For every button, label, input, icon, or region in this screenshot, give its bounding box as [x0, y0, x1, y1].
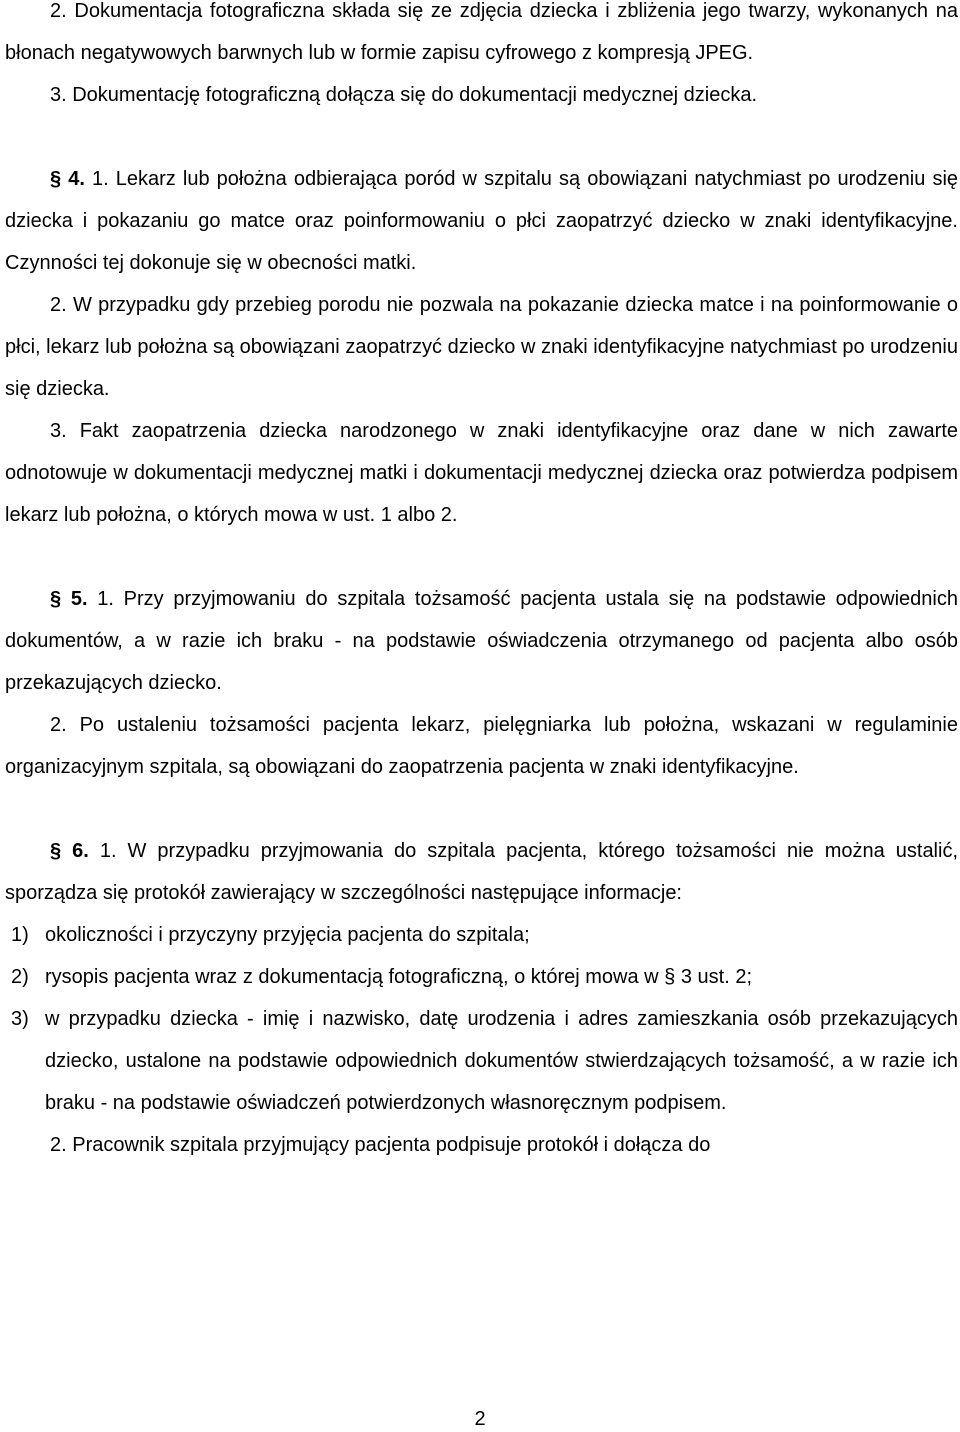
list-item [5, 956, 958, 998]
section-4-para-3: 3. Fakt zaopatrzenia dziecka narodzonego w znaki identyfikacyjne oraz dane w nich zawarte odnotowuje w dokumentacji medycznej matki i dokumentacji medycznej dziecka oraz potwierdza podpisem lekarz lub położna, o których mowa w ust. 1 albo 2. [5, 420, 958, 526]
paragraph-3-2: 2. Dokumentacja fotograficzna składa się ze zdjęcia dziecka i zbliżenia jego twarzy, wykonanych na błonach negatywowych barwnych lub w formie zapisu cyfrowego z kompresją JPEG. [5, 0, 958, 64]
section-6-para-2: 2. Pracownik szpitala przyjmujący pacjenta podpisuje protokół i dołącza do [50, 1134, 711, 1156]
page-number: 2 [474, 1408, 486, 1430]
document-page [5, 0, 958, 1166]
section-gap [5, 116, 958, 158]
section-4-para-1 [5, 158, 958, 284]
list-item-number: 3) [11, 1008, 29, 1030]
section-5-para-1-text: 1. Przy przyjmowaniu do szpitala tożsamość pacjenta ustala się na podstawie odpowiednich dokumentów, a w razie ich braku - na podstawie oświadczenia otrzymanego od pacjenta albo osób przekazujących dziecko. [5, 588, 958, 694]
section-4-para-1-text: 1. Lekarz lub położna odbierająca poród w szpitalu są obowiązani natychmiast po urodzeniu się dziecka i pokazaniu go matce oraz poinformowaniu o płci zaopatrzyć dziecko w znaki identyfikacyjne. Czynności tej dokonuje się w obecności matki. [5, 168, 959, 274]
section-5-para-1 [5, 578, 958, 704]
list-item-text: rysopis pacjenta wraz z dokumentacją fotograficzną, o której mowa w § 3 ust. 2; [45, 966, 753, 988]
section-6-mark: § 6. [50, 840, 89, 862]
paragraph-3-3: 3. Dokumentację fotograficzną dołącza się do dokumentacji medycznej dziecka. [50, 84, 758, 106]
list-item [5, 998, 958, 1124]
list-item-text: w przypadku dziecka - imię i nazwisko, datę urodzenia i adres zamieszkania osób przekazujących dziecko, ustalone na podstawie odpowiednich dokumentów stwierdzających tożsamość, a w razie ich braku - na podstawie oświadczeń potwierdzonych własnoręcznym podpisem. [45, 1008, 958, 1114]
section-4-mark: § 4. [50, 168, 85, 190]
section-gap [5, 536, 958, 578]
section-6-para-1-text: 1. W przypadku przyjmowania do szpitala pacjenta, którego tożsamości nie można ustalić, sporządza się protokół zawierający w szczególności następujące informacje: [5, 840, 959, 904]
section-6-para-1 [5, 830, 958, 914]
list-item-number: 1) [11, 924, 29, 946]
section-gap [5, 788, 958, 830]
section-5-para-2: 2. Po ustaleniu tożsamości pacjenta lekarz, pielęgniarka lub położna, wskazani w regulaminie organizacyjnym szpitala, są obowiązani do zaopatrzenia pacjenta w znaki identyfikacyjne. [5, 714, 958, 778]
list-item-number: 2) [11, 966, 29, 988]
section-4-para-2: 2. W przypadku gdy przebieg porodu nie pozwala na pokazanie dziecka matce i na poinformowanie o płci, lekarz lub położna są obowiązani zaopatrzyć dziecko w znaki identyfikacyjne natychmiast po urodzeniu się dziecka. [5, 294, 958, 400]
list-item [5, 914, 958, 956]
section-5-mark: § 5. [50, 588, 88, 610]
list-item-text: okoliczności i przyczyny przyjęcia pacjenta do szpitala; [45, 924, 530, 946]
